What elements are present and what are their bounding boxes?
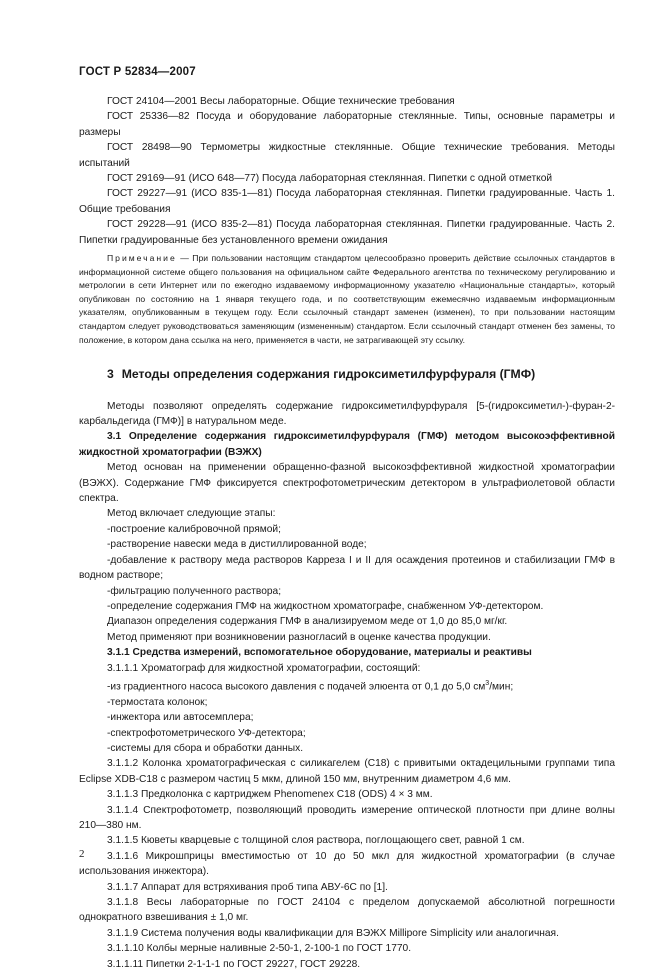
- clause-item: 3.1.1.7 Аппарат для встряхивания проб типа АВУ-6С по [1].: [107, 881, 388, 893]
- list-item: -добавление к раствору меда растворов Карреза I и II для осаждения протеинов и стабилизации ГМФ в водном растворе;: [79, 554, 615, 582]
- clause-item: 3.1.1.9 Система получения воды квалификации для ВЭЖХ Millipore Simplicity или аналогичная.: [107, 927, 559, 939]
- list-item: -определение содержания ГМФ на жидкостном хроматографе, снабженном УФ-детектором.: [107, 600, 544, 612]
- reference-item: ГОСТ 29228—91 (ИСО 835-2—81) Посуда лабораторная стеклянная. Пипетки градуированные. Часть 2. Пипетки градуированные без установленного времени ожидания: [79, 219, 615, 246]
- list-item: -системы для сбора и обработки данных.: [107, 742, 304, 754]
- list-item: -растворение навески меда в дистиллированной воде;: [107, 539, 367, 551]
- clause-item: 3.1.1.4 Спектрофотометр, позволяющий проводить измерение оптической плотности при длине волны 210—380 нм.: [79, 804, 615, 831]
- application-paragraph: Метод применяют при возникновении разногласий в оценке качества продукции.: [107, 631, 491, 643]
- list-item: -инжектора или автосемплера;: [107, 712, 254, 724]
- clause-item: 3.1.1.10 Колбы мерные наливные 2-50-1, 2-100-1 по ГОСТ 1770.: [107, 943, 412, 955]
- list-item: -построение калибровочной прямой;: [107, 523, 281, 535]
- clause-item: 3.1.1.6 Микрошприцы вместимостью от 10 до 50 мкл для жидкостной хроматографии (в случае использования инжектора).: [79, 850, 615, 878]
- subsection-title: 3.1 Определение содержания гидроксиметилфурфураля (ГМФ) методом высокоэффективной жидкостной хроматографии (ВЭЖХ): [79, 431, 615, 458]
- document-header: ГОСТ Р 52834—2007: [79, 66, 196, 78]
- section-intro: Методы позволяют определять содержание гидроксиметилфурфураля [5-(гидроксиметил-)-фуран-2-карбальдегида (ГМФ)] в натуральном меде.: [79, 400, 615, 428]
- clause-item: 3.1.1.8 Весы лабораторные по ГОСТ 24104 с пределом допускаемой абсолютной погрешности однократного взвешивания ± 1,0 мг.: [79, 897, 615, 924]
- note-paragraph: [79, 252, 615, 347]
- reference-item: ГОСТ 25336—82 Посуда и оборудование лабораторные стеклянные. Типы, основные параметры и размеры: [79, 111, 615, 138]
- subsection-title: 3.1.1 Средства измерений, вспомогательное оборудование, материалы и реактивы: [107, 647, 532, 659]
- section-title: Методы определения содержания гидроксиметилфурфураля (ГМФ): [121, 367, 536, 382]
- section-number: 3: [107, 367, 114, 382]
- clause-item: 3.1.1.3 Предколонка с картриджем Phenomenex C18 (ODS) 4 × 3 мм.: [107, 789, 433, 801]
- list-item: -из градиентного насоса высокого давления с подачей элюента от 0,1 до 5,0 $см^3$/мин;: [107, 679, 514, 693]
- list-item: -термостата колонок;: [107, 696, 208, 708]
- list-item: -фильтрацию полученного раствора;: [107, 585, 282, 597]
- note-label: Примечание: [107, 253, 177, 264]
- note-text: — При пользовании настоящим стандартом целесообразно проверить действие ссылочных стандартов в информационной системе общего пользования на официальном сайте Федерального агентства по техническому регулированию и метрологии в сети Интернет или по ежегодно издаваемому информационному указателю «Национальные стандарты», который опубликован по состоянию на 1 января текущего года, и по соответствующим ежемесячно издаваемым информационным указателям, опубликованным в текущем году. Если ссылочный стандарт заменен (изменен), то при пользовании настоящим стандартом следует руководствоваться заменяющим (измененным) стандартом. Если ссылочный стандарт отменен без замены, то положение, в котором дана ссылка на него, применяется в части, не затрагивающей эту ссылку.: [79, 253, 615, 345]
- method-steps-intro: Метод включает следующие этапы:: [107, 508, 276, 520]
- section-heading: [79, 367, 615, 382]
- clause-item: 3.1.1.2 Колонка хроматографическая с силикагелем (С18) с привитыми октадецильными группами типа Eclipse XDB-C18 с размером частиц 5 мкм, длиной 150 мм, внутренним диаметром 4,6 мм.: [79, 758, 615, 785]
- reference-item: ГОСТ 29227—91 (ИСО 835-1—81) Посуда лабораторная стеклянная. Пипетки градуированные. Часть 1. Общие требования: [79, 188, 615, 215]
- reference-item: ГОСТ 24104—2001 Весы лабораторные. Общие технические требования: [107, 96, 455, 107]
- page-number: 2: [79, 848, 85, 860]
- list-item: -спектрофотометрического УФ-детектора;: [107, 727, 306, 739]
- range-paragraph: Диапазон определения содержания ГМФ в анализируемом меде от 1,0 до 85,0 мг/кг.: [107, 616, 508, 628]
- clause-item: 3.1.1.5 Кюветы кварцевые с толщиной слоя раствора, поглощающего свет, равной 1 см.: [107, 835, 525, 847]
- reference-item: ГОСТ 28498—90 Термометры жидкостные стеклянные. Общие технические требования. Методы испытаний: [79, 142, 615, 169]
- reference-item: ГОСТ 29169—91 (ИСО 648—77) Посуда лабораторная стеклянная. Пипетки с одной отметкой: [107, 173, 553, 185]
- clause-item: 3.1.1.1 Хроматограф для жидкостной хроматографии, состоящий:: [107, 662, 421, 674]
- method-description: Метод основан на применении обращенно-фазной высокоэффективной жидкостной хроматографии (ВЭЖХ). Содержание ГМФ фиксируется спектрофотометрическим детектором в ультрафиолетовой области спектра.: [79, 462, 615, 505]
- document-body: [79, 94, 615, 972]
- clause-item: 3.1.1.11 Пипетки 2-1-1-1 по ГОСТ 29227, ГОСТ 29228.: [107, 958, 361, 970]
